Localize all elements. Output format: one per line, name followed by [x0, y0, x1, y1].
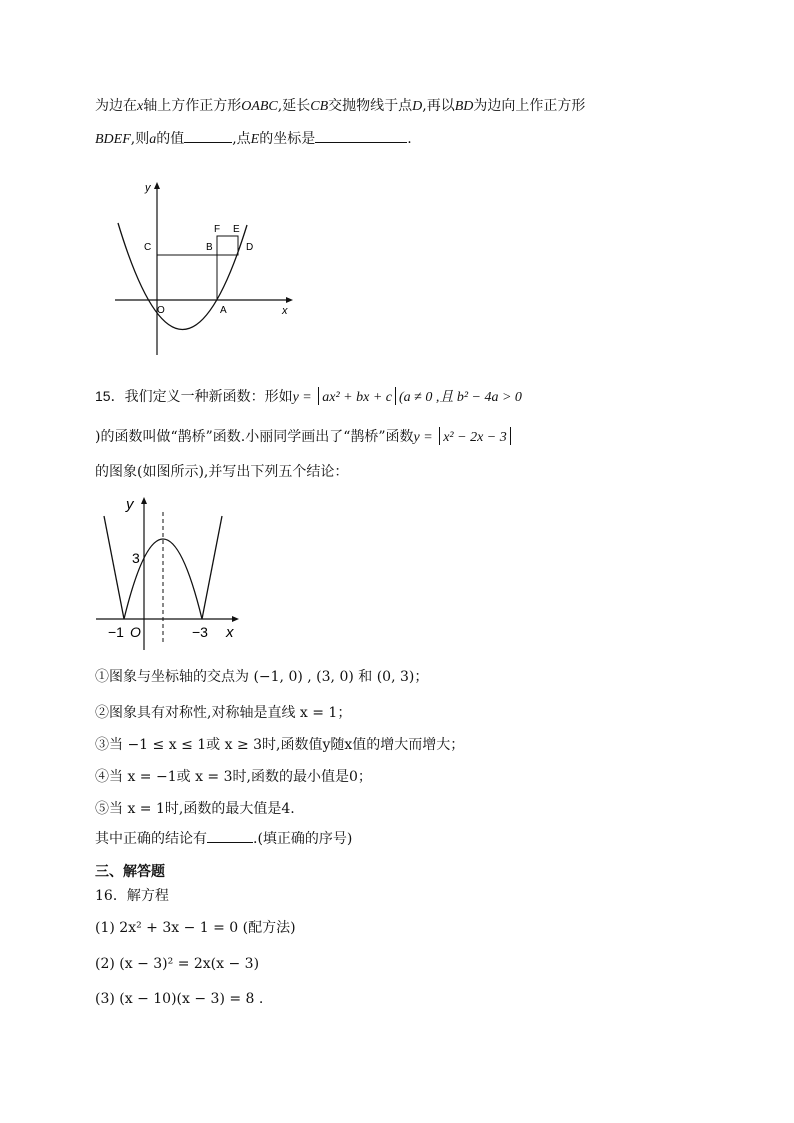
q16-item-1: (1) 2x² + 3x − 1 = 0 (配方法) — [95, 920, 296, 936]
q14-text: ,则 — [130, 131, 150, 147]
label-b: B — [206, 242, 213, 253]
label-minus1: −1 — [108, 624, 124, 640]
q14-text: 为边在 — [95, 98, 137, 114]
q15-line3: 的图象(如图所示),并写出下列五个结论： — [95, 464, 349, 480]
label-a: A — [220, 305, 227, 316]
x-axis-arrow — [232, 616, 239, 622]
q14-var-d: D — [412, 99, 423, 114]
q14-var-a: a — [149, 132, 157, 147]
q14-var-bd: BD — [454, 99, 474, 114]
label-three: 3 — [132, 550, 140, 566]
q14-text: 的坐标是 — [259, 131, 316, 147]
q15-answer-text: .(填正确的序号) — [253, 831, 353, 847]
q15-condition: (a ≠ 0 ,且 b² − 4a > 0 — [398, 390, 522, 405]
x-axis-arrow — [286, 297, 293, 303]
section-title: 三、解答题 — [95, 864, 165, 880]
q14-line1 — [95, 96, 585, 117]
q14-text: ,延长 — [277, 98, 311, 114]
square-bdef — [217, 236, 238, 255]
q15-answer-text: 其中正确的结论有 — [95, 831, 207, 847]
y-axis-arrow — [141, 497, 147, 504]
y-axis-arrow — [154, 182, 160, 189]
q14-var-bdef: BDEF — [95, 132, 131, 147]
q15-number: 15． — [95, 388, 125, 404]
label-y: y — [145, 182, 151, 194]
label-origin: O — [130, 624, 141, 640]
conclusion-5: ⑤当 x = 1时,函数的最大值是4. — [95, 801, 295, 817]
q14-text: 轴上方作正方形 — [143, 98, 242, 114]
q14-parabola-figure — [100, 175, 300, 360]
q15-formula-abs: x² − 2x − 3 — [443, 430, 507, 445]
q14-line2 — [95, 128, 412, 150]
graph-right-branch — [202, 516, 222, 619]
label-y: y — [126, 496, 134, 513]
q14-text: ,再以 — [422, 98, 455, 114]
conclusion-1: ①图象与坐标轴的交点为 (−1, 0) , (3, 0) 和 (0, 3)； — [95, 669, 429, 685]
graph-left-branch — [104, 516, 124, 619]
q15-formula: y = — [413, 430, 437, 445]
q14-text: 交抛物线于点 — [328, 98, 413, 114]
q14-var-cb: CB — [310, 99, 329, 114]
q16-title: 16．解方程 — [95, 888, 169, 904]
q15-formula: y = — [292, 390, 316, 405]
conclusion-4: ④当 x = −1或 x = 3时,函数的最小值是0； — [95, 769, 372, 785]
abs-bar-left — [439, 427, 440, 445]
parabola-curve — [118, 223, 247, 330]
q14-text: . — [407, 131, 412, 147]
label-e: E — [233, 224, 240, 235]
answer-blank-conclusions[interactable] — [207, 828, 253, 843]
conclusion-2: ②图象具有对称性,对称轴是直线 x = 1； — [95, 705, 352, 721]
label-f: F — [214, 224, 221, 235]
abs-bar-left — [318, 387, 319, 405]
label-d: D — [246, 242, 254, 253]
label-minus3: −3 — [192, 624, 208, 640]
q15-bridge-function-figure — [92, 494, 242, 654]
q15-text: )的函数叫做“鹊桥”函数.小丽同学画出了“鹊桥”函数 — [95, 429, 414, 445]
answer-blank-a[interactable] — [184, 128, 232, 143]
q14-text: 为边向上作正方形 — [473, 98, 586, 114]
q15-answer-line — [95, 828, 352, 849]
answer-blank-e[interactable] — [315, 128, 407, 143]
q15-line1 — [95, 386, 522, 408]
q14-text: ,点 — [232, 131, 251, 147]
conclusion-3: ③当 −1 ≤ x ≤ 1或 x ≥ 3时,函数值y随x值的增大而增大； — [95, 737, 465, 753]
abs-bar-right — [395, 387, 396, 405]
abs-bar-right — [510, 427, 511, 445]
q16-item-3: (3) (x − 10)(x − 3) = 8 . — [95, 991, 264, 1007]
q14-var-x: x — [137, 99, 144, 114]
q16-item-2: (2) (x − 3)² = 2x(x − 3) — [95, 956, 260, 972]
label-c: C — [144, 242, 152, 253]
label-x: x — [226, 624, 234, 641]
q15-formula-abs: ax² + bx + c — [322, 390, 392, 405]
q14-var-e: E — [250, 132, 260, 147]
q14-text: 的值 — [156, 131, 185, 147]
label-o: O — [157, 305, 165, 316]
q15-text: 我们定义一种新函数：形如 — [124, 389, 293, 405]
q15-line2 — [95, 427, 514, 448]
q14-var-oabc: OABC — [241, 99, 278, 114]
label-x: x — [282, 305, 288, 317]
